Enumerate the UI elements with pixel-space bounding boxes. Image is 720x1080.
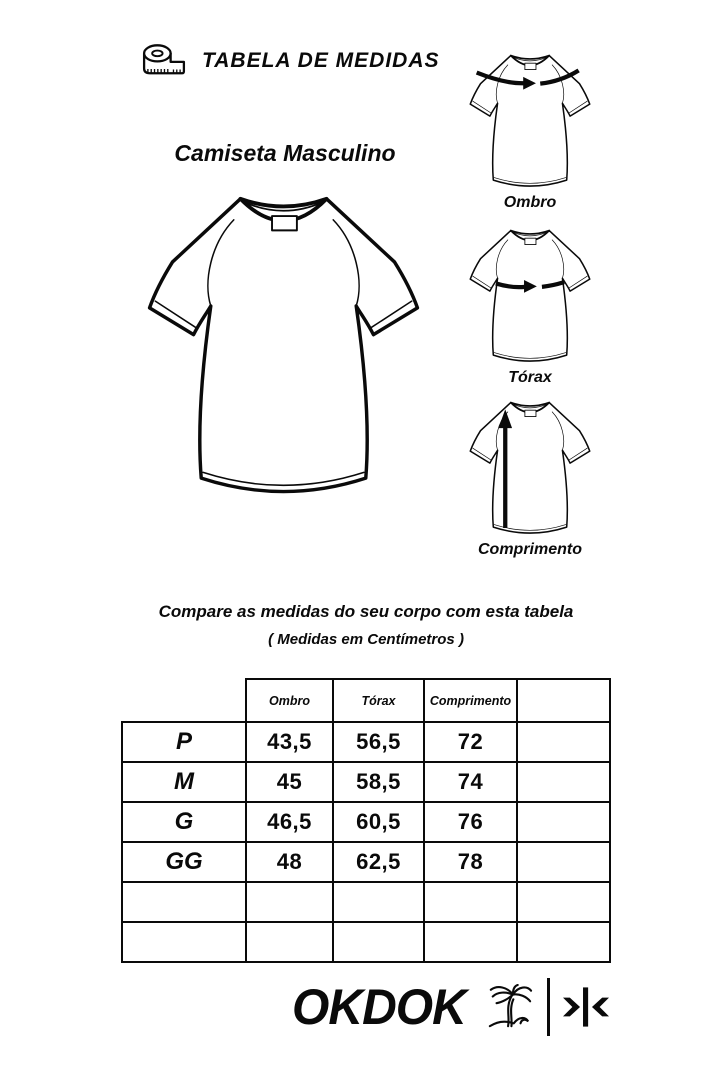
size-cell: [122, 922, 246, 962]
palm-tree-icon: [486, 984, 534, 1030]
value-cell: [517, 802, 610, 842]
guide-label-comprimento: Comprimento: [478, 541, 582, 558]
k-monogram-icon: [563, 987, 609, 1027]
value-cell: 43,5: [246, 722, 333, 762]
brand-footer: [292, 976, 609, 1038]
size-cell: [122, 882, 246, 922]
table-row-gg: [122, 842, 610, 882]
value-cell: [424, 922, 517, 962]
value-cell: [517, 762, 610, 802]
measuring-tape-icon: [140, 42, 188, 78]
value-cell: 76: [424, 802, 517, 842]
size-table: [121, 678, 611, 963]
table-row-p: [122, 722, 610, 762]
value-cell: [517, 722, 610, 762]
size-cell: P: [122, 722, 246, 762]
value-cell: [517, 922, 610, 962]
value-cell: 56,5: [333, 722, 424, 762]
value-cell: 46,5: [246, 802, 333, 842]
measure-guide-torax: [446, 227, 614, 387]
tshirt-icon-comprimento: [466, 399, 594, 540]
measure-guide-comprimento: [446, 399, 614, 559]
measure-guide-ombro: [446, 52, 614, 212]
size-cell: G: [122, 802, 246, 842]
value-cell: 60,5: [333, 802, 424, 842]
table-row-empty: [122, 922, 610, 962]
header-cell-comprimento: Comprimento: [424, 679, 517, 722]
table-row-m: [122, 762, 610, 802]
value-cell: [517, 882, 610, 922]
tshirt-icon-ombro: [466, 52, 594, 193]
table-row-empty: [122, 882, 610, 922]
guide-label-torax: Tórax: [508, 369, 552, 386]
value-cell: 72: [424, 722, 517, 762]
value-cell: [333, 882, 424, 922]
page-title: TABELA DE MEDIDAS: [202, 49, 440, 72]
table-row-g: [122, 802, 610, 842]
header-cell-extra: [517, 679, 610, 722]
value-cell: 62,5: [333, 842, 424, 882]
value-cell: [424, 882, 517, 922]
guide-label-ombro: Ombro: [503, 194, 557, 211]
table-header-row: [122, 679, 610, 722]
tshirt-icon-torax: [466, 227, 594, 368]
value-cell: 78: [424, 842, 517, 882]
product-title: Camiseta Masculino: [174, 140, 396, 166]
brand-divider: [547, 978, 550, 1036]
value-cell: [246, 922, 333, 962]
size-cell: M: [122, 762, 246, 802]
units-note: ( Medidas em Centímetros ): [268, 631, 464, 648]
header-cell-torax: Tórax: [333, 679, 424, 722]
compare-instruction: Compare as medidas do seu corpo com esta tabela: [158, 602, 574, 621]
brand-wordmark: OKDOK: [292, 979, 466, 1035]
value-cell: 74: [424, 762, 517, 802]
value-cell: [333, 922, 424, 962]
tshirt-diagram: [140, 191, 427, 507]
header-cell-ombro: Ombro: [246, 679, 333, 722]
value-cell: 48: [246, 842, 333, 882]
size-cell: GG: [122, 842, 246, 882]
value-cell: 45: [246, 762, 333, 802]
value-cell: 58,5: [333, 762, 424, 802]
value-cell: [517, 842, 610, 882]
value-cell: [246, 882, 333, 922]
header-cell-empty: [122, 679, 246, 722]
